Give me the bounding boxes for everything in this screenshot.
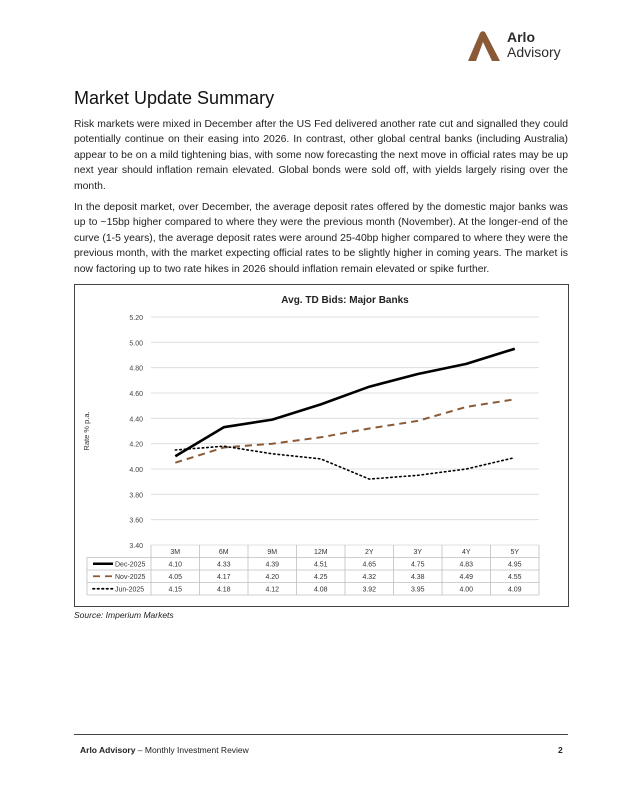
table-value-dec-2025-9m: 4.39 — [265, 561, 280, 569]
table-value-nov-2025-12m: 4.25 — [313, 573, 328, 581]
footer-brand: Arlo Advisory — [80, 745, 136, 755]
y-tick-label-9: 5.20 — [129, 315, 143, 322]
chart-title: Avg. TD Bids: Major Banks — [281, 295, 409, 306]
table-value-nov-2025-4y: 4.49 — [459, 573, 474, 581]
y-tick-label-2: 3.80 — [129, 492, 143, 500]
table-value-jun-2025-12m: 4.08 — [313, 586, 328, 594]
table-value-dec-2025-2y: 4.65 — [362, 561, 377, 569]
x-category-label-4: 2Y — [364, 549, 374, 556]
table-value-dec-2025-3y: 4.75 — [410, 561, 425, 569]
page-number: 2 — [558, 745, 563, 755]
legend-label-jun-2025: Jun-2025 — [115, 586, 145, 594]
table-value-jun-2025-6m: 4.18 — [216, 586, 231, 594]
series-line-jun-2025 — [175, 446, 515, 479]
y-tick-label-8: 5.00 — [129, 340, 143, 348]
x-category-label-2: 9M — [267, 549, 278, 556]
brand-logo — [466, 29, 576, 65]
footer-subtitle: – Monthly Investment Review — [135, 745, 249, 755]
table-value-jun-2025-4y: 4.00 — [459, 586, 474, 594]
series-line-dec-2025 — [175, 349, 515, 457]
chart-source: Source: Imperium Markets — [74, 610, 174, 620]
series-line-nov-2025 — [175, 399, 515, 462]
y-tick-label-0: 3.40 — [129, 543, 143, 550]
footer-divider — [74, 734, 568, 735]
table-value-nov-2025-9m: 4.20 — [265, 573, 280, 581]
table-value-dec-2025-6m: 4.33 — [216, 561, 231, 569]
table-value-nov-2025-6m: 4.17 — [216, 573, 231, 581]
logo-mark-shape — [468, 31, 500, 61]
x-category-label-7: 5Y — [510, 549, 520, 556]
table-value-dec-2025-12m: 4.51 — [313, 561, 328, 569]
chart-container — [74, 284, 569, 607]
table-value-nov-2025-3y: 4.38 — [410, 573, 425, 581]
table-value-dec-2025-3m: 4.10 — [168, 561, 183, 569]
table-value-dec-2025-4y: 4.83 — [459, 561, 474, 569]
y-tick-label-4: 4.20 — [129, 441, 143, 449]
brand-name-line2: Advisory — [507, 44, 561, 60]
x-category-label-0: 3M — [170, 549, 181, 556]
table-value-jun-2025-3m: 4.15 — [168, 586, 183, 594]
td-bids-chart — [75, 285, 568, 606]
legend-label-dec-2025: Dec-2025 — [115, 561, 146, 569]
paragraph-market-summary: Risk markets were mixed in December after the US Fed delivered another rate cut and signalled they could potentially continue on their easing into 2026. In contrast, other global central banks (including Australia) appear to be on a mild tightening bias, with some now forecasting the next move in official rates may be up next year should inflation remain elevated. Global bonds were sold off, with yields largely rising over the month. — [74, 119, 568, 192]
legend-label-nov-2025: Nov-2025 — [115, 573, 146, 581]
y-tick-label-3: 4.00 — [129, 467, 143, 474]
table-value-jun-2025-3y: 3.95 — [410, 586, 425, 594]
brand-name — [507, 30, 561, 60]
paragraph-deposit-market: In the deposit market, over December, the average deposit rates offered by the domestic major banks was up to ~15bp higher compared to where they were the previous month (November). At the longer-end of the curve (1-5 years), the average deposit rates were around 25-40bp higher compared to where they were the previous month, with the market expecting official rates to be slightly higher in coming years. The market is now factoring up to two rate hikes in 2026 should inflation remain elevated or spike further. — [74, 202, 568, 275]
footer-title — [80, 745, 249, 755]
page-title: Market Update Summary — [74, 88, 275, 108]
table-value-nov-2025-3m: 4.05 — [168, 573, 183, 581]
table-value-jun-2025-5y: 4.09 — [507, 586, 522, 594]
x-category-label-6: 4Y — [461, 549, 471, 556]
table-value-jun-2025-2y: 3.92 — [362, 586, 377, 594]
y-tick-label-6: 4.60 — [129, 391, 143, 398]
table-value-dec-2025-5y: 4.95 — [507, 561, 522, 569]
x-category-label-1: 6M — [218, 549, 229, 556]
table-value-nov-2025-2y: 4.32 — [362, 573, 377, 581]
table-value-jun-2025-9m: 4.12 — [265, 586, 280, 594]
y-tick-label-5: 4.40 — [129, 416, 143, 424]
y-axis-label: Rate % p.a. — [82, 411, 91, 451]
x-category-label-3: 12M — [313, 549, 328, 556]
brand-name-line1: Arlo — [507, 29, 535, 45]
y-tick-label-1: 3.60 — [129, 517, 143, 525]
x-category-label-5: 3Y — [413, 549, 423, 556]
y-tick-label-7: 4.80 — [129, 365, 143, 373]
table-value-nov-2025-5y: 4.55 — [507, 573, 522, 581]
arlo-logo-mark-icon — [466, 29, 502, 63]
